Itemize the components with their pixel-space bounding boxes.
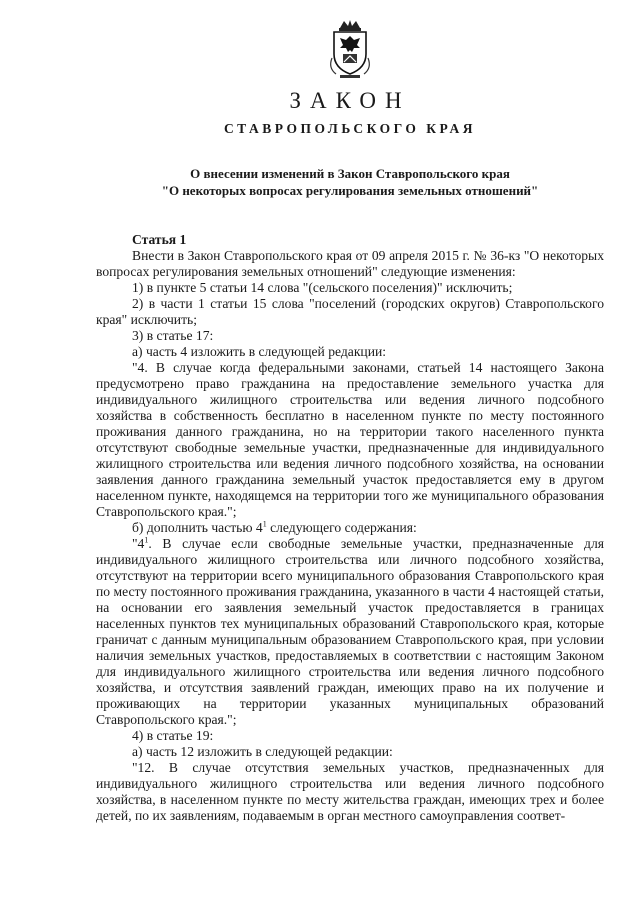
law-subtitle: СТАВРОПОЛЬСКОГО КРАЯ: [223, 121, 477, 136]
article-body: [96, 232, 604, 824]
text-segment: следующего содержания:: [266, 520, 417, 535]
text-segment: "4: [132, 536, 145, 551]
paragraph-part-4-text: "4. В случае когда федеральными законами, статьей 14 настоящего Закона предусмотрено право гражданина на предоставление земельного участка для индивидуального жилищного строительства или ведения личного подсобного хозяйства в собственность бесплатно в населенном пункте по месту постоянного проживания данного гражданина, но на территории такого населенного пункта отсутствуют свободные земельные участки, предназначенные для индивидуального жилищного строительства или ведения личного подсобного хозяйства, на основании заявления данного гражданина земельный участок предоставляется ему в другом населенном пункте, находящемся на территории того же муниципального образования Ставропольского края.";: [96, 360, 604, 519]
paragraph-item-1: 1) в пункте 5 статьи 14 слова "(сельского поселения)" исключить;: [132, 280, 513, 295]
text-segment: б) дополнить частью 4: [132, 520, 263, 535]
paragraph-item-3b: [96, 520, 604, 536]
document-title-line-2: "О некоторых вопросах регулирования земельных отношений": [161, 183, 539, 198]
coat-of-arms-icon: [326, 18, 374, 80]
paragraph-item-3a: а) часть 4 изложить в следующей редакции:: [132, 344, 387, 359]
paragraph-part-12-text: "12. В случае отсутствия земельных участков, предназначенных для индивидуального жилищного строительства или ведения личного подсобного хозяйства, в населенном пункте по месту жительства граждан, имеющих трех и более детей, по их заявлениям, подаваемым в орган местного самоуправления соответ-: [96, 760, 604, 823]
law-title: ЗАКОН: [289, 88, 411, 113]
paragraph-item-2: 2) в части 1 статьи 15 слова "поселений (городских округов) Ставропольского края" исключить;: [96, 296, 604, 327]
paragraph-part-4-1-text: [96, 536, 604, 728]
text-segment: . В случае если свободные земельные участки, предназначенные для индивидуального жилищного строительства или личного подсобного хозяйства, отсутствуют на территории всего муниципального образования Ставропольского края по месту постоянного проживания гражданина, указанного в части 4 настоящей статьи, на основании его заявления земельный участок предоставляется в границах населенных пунктов тех муниципальных образований Ставропольского края, которые граничат с данным муниципальным образованием Ставропольского края, при условии наличия земельных участков, предоставляемых в соответствии с настоящим Законом для индивидуального жилищного строительства или ведения личного подсобного хозяйства, и отсутствия заявлений граждан, имеющих право на их получение и проживающих на территории указанных муниципальных образований Ставропольского края.";: [96, 536, 604, 727]
paragraph-item-4a: а) часть 12 изложить в следующей редакции:: [132, 744, 393, 759]
paragraph-item-3: 3) в статье 17:: [132, 328, 214, 343]
article-title: Статья 1: [132, 232, 187, 247]
document-heading: [0, 165, 640, 199]
superscript: 1: [144, 535, 149, 545]
superscript: 1: [262, 519, 267, 529]
document-title-line-1: О внесении изменений в Закон Ставропольского края: [190, 166, 510, 181]
paragraph-intro: Внести в Закон Ставропольского края от 09 апреля 2015 г. № 36-кз "О некоторых вопросах регулирования земельных отношений" следующие изменения:: [96, 248, 604, 279]
paragraph-item-4: 4) в статье 19:: [132, 728, 214, 743]
